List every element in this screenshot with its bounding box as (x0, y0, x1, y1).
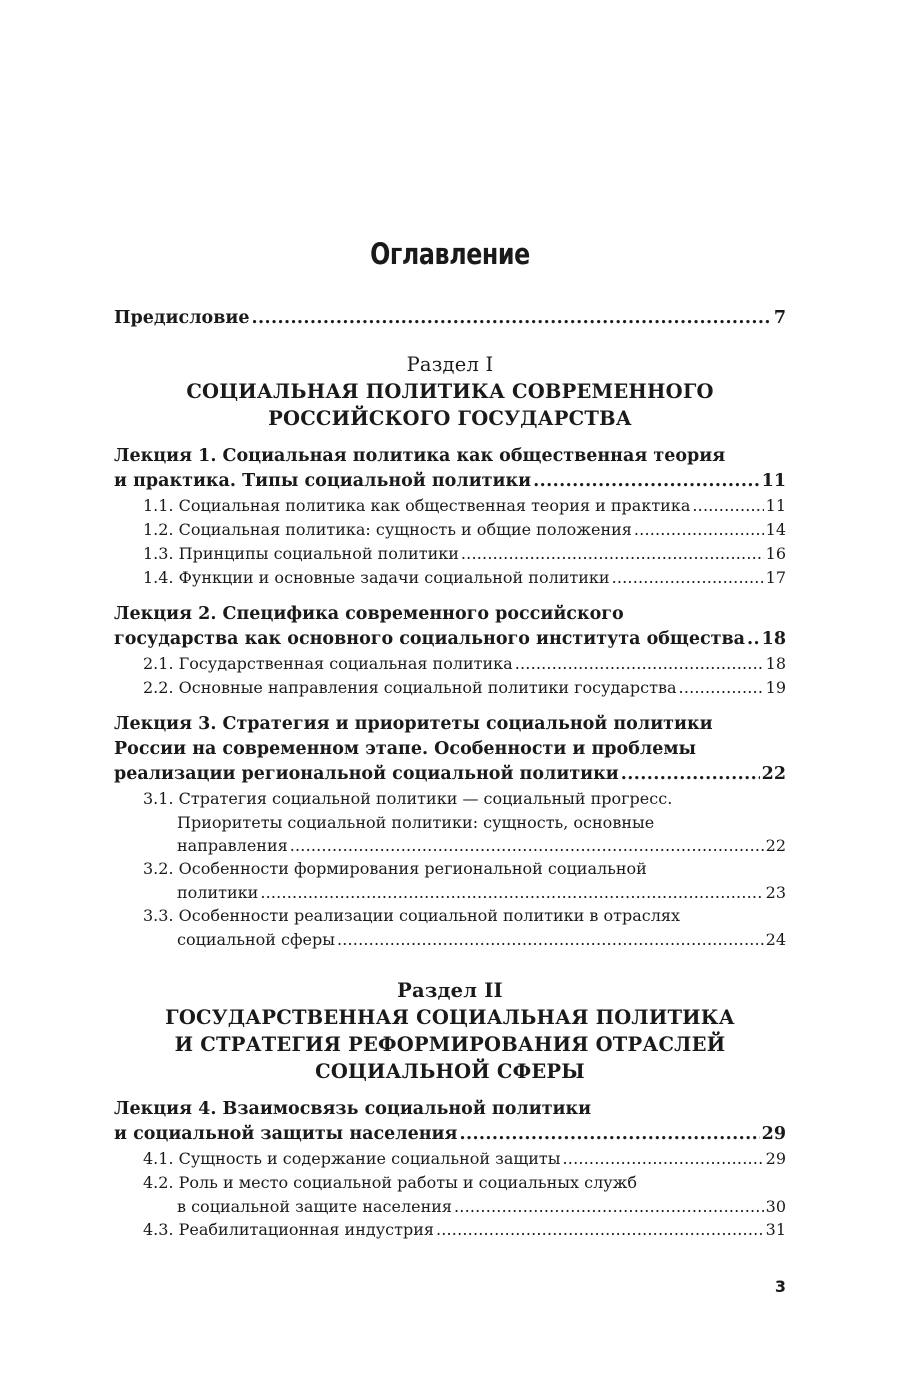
toc-item-label: 2.2. Основные направления социальной политики государства (143, 678, 677, 697)
section-2-heading (114, 977, 786, 1085)
section-1-title-line: СОЦИАЛЬНАЯ ПОЛИТИКА СОВРЕМЕННОГО (186, 380, 714, 403)
section-1-number: Раздел I (406, 353, 494, 376)
page-number: 3 (774, 1277, 786, 1296)
toc-item-label: 4.1. Сущность и содержание социальной защиты (143, 1149, 561, 1168)
section-1-heading (114, 351, 786, 432)
toc-preface-page: 7 (773, 308, 786, 328)
toc-item[interactable] (114, 787, 786, 857)
table-of-contents (114, 303, 786, 1242)
toc-item-page: 29 (765, 1149, 786, 1168)
lecture-title-line: и социальной защиты населения (114, 1124, 458, 1144)
lecture-title-line: Лекция 3. Стратегия и приоритеты социальной политики (114, 714, 713, 734)
lecture-page: 22 (761, 764, 786, 784)
toc-preface-label: Предисловие (114, 308, 250, 328)
toc-item[interactable] (114, 518, 786, 542)
toc-item-label: Приоритеты социальной политики: сущность, основные (177, 813, 655, 832)
lecture-title-line: Лекция 2. Специфика современного российского (114, 604, 624, 624)
toc-item-page: 19 (765, 678, 786, 697)
toc-item-page: 14 (765, 520, 786, 539)
toc-item-label: 3.3. Особенности реализации социальной политики в отраслях (143, 906, 680, 925)
toc-lecture-3[interactable] (114, 712, 786, 787)
toc-item[interactable] (114, 1171, 786, 1218)
toc-item-label: в социальной защите населения (177, 1197, 452, 1216)
toc-item-label: 4.3. Реабилитационная индустрия (143, 1220, 434, 1239)
section-2-title-line: СОЦИАЛЬНОЙ СФЕРЫ (315, 1060, 585, 1083)
toc-item-label: 4.2. Роль и место социальной работы и социальных служб (143, 1173, 638, 1192)
toc-item-label: 2.1. Государственная социальная политика (143, 654, 513, 673)
lecture-title-line: государства как основного социального института общества (114, 629, 745, 649)
page-title: Оглавление (370, 237, 530, 272)
toc-item[interactable] (114, 1147, 786, 1171)
toc-item-page: 22 (765, 836, 786, 855)
toc-item[interactable] (114, 542, 786, 566)
toc-item[interactable] (114, 857, 786, 904)
toc-item[interactable] (114, 904, 786, 951)
toc-item-label: 3.2. Особенности формирования региональной социальной (143, 859, 647, 878)
toc-item-label: 1.1. Социальная политика как общественная теория и практика (143, 496, 691, 515)
toc-item-page: 18 (765, 654, 786, 673)
lecture-title-line: Лекция 1. Социальная политика как общественная теория (114, 446, 726, 466)
toc-item-label: 1.3. Принципы социальной политики (143, 544, 459, 563)
lecture-title-line: реализации региональной социальной политики (114, 764, 619, 784)
toc-item-label: 1.2. Социальная политика: сущность и общие положения (143, 520, 632, 539)
toc-lecture-4[interactable] (114, 1097, 786, 1147)
toc-item-label: социальной сферы (177, 930, 335, 949)
lecture-page: 29 (761, 1124, 786, 1144)
toc-item[interactable] (114, 494, 786, 518)
lecture-title-line: Лекция 4. Взаимосвязь социальной политики (114, 1099, 592, 1119)
toc-item[interactable] (114, 676, 786, 700)
section-2-title-line: И СТРАТЕГИЯ РЕФОРМИРОВАНИЯ ОТРАСЛЕЙ (174, 1033, 726, 1056)
toc-item-page: 23 (765, 883, 786, 902)
toc-item-label: политики (177, 883, 259, 902)
toc-lecture-1[interactable] (114, 444, 786, 494)
lecture-title-line: и практика. Типы социальной политики (114, 471, 532, 491)
section-2-number: Раздел II (397, 979, 503, 1002)
toc-lecture-2[interactable] (114, 602, 786, 652)
lecture-title-line: России на современном этапе. Особенности и проблемы (114, 739, 697, 759)
toc-item[interactable] (114, 652, 786, 676)
toc-item[interactable] (114, 566, 786, 590)
toc-item-page: 17 (765, 568, 786, 587)
toc-item-label: 1.4. Функции и основные задачи социальной политики (143, 568, 610, 587)
toc-item-page: 24 (765, 930, 786, 949)
toc-item-page: 31 (765, 1220, 786, 1239)
toc-item-page: 11 (765, 496, 786, 515)
lecture-page: 11 (761, 471, 786, 491)
section-2-title-line: ГОСУДАРСТВЕННАЯ СОЦИАЛЬНАЯ ПОЛИТИКА (165, 1006, 735, 1029)
toc-item-label: 3.1. Стратегия социальной политики — социальный прогресс. (143, 789, 673, 808)
toc-item-page: 16 (765, 544, 786, 563)
toc-item-label: направления (177, 836, 288, 855)
toc-preface[interactable] (114, 303, 786, 333)
section-1-title-line: РОССИЙСКОГО ГОСУДАРСТВА (268, 407, 632, 430)
toc-item[interactable] (114, 1218, 786, 1242)
toc-item-page: 30 (765, 1197, 786, 1216)
lecture-page: 18 (761, 629, 786, 649)
